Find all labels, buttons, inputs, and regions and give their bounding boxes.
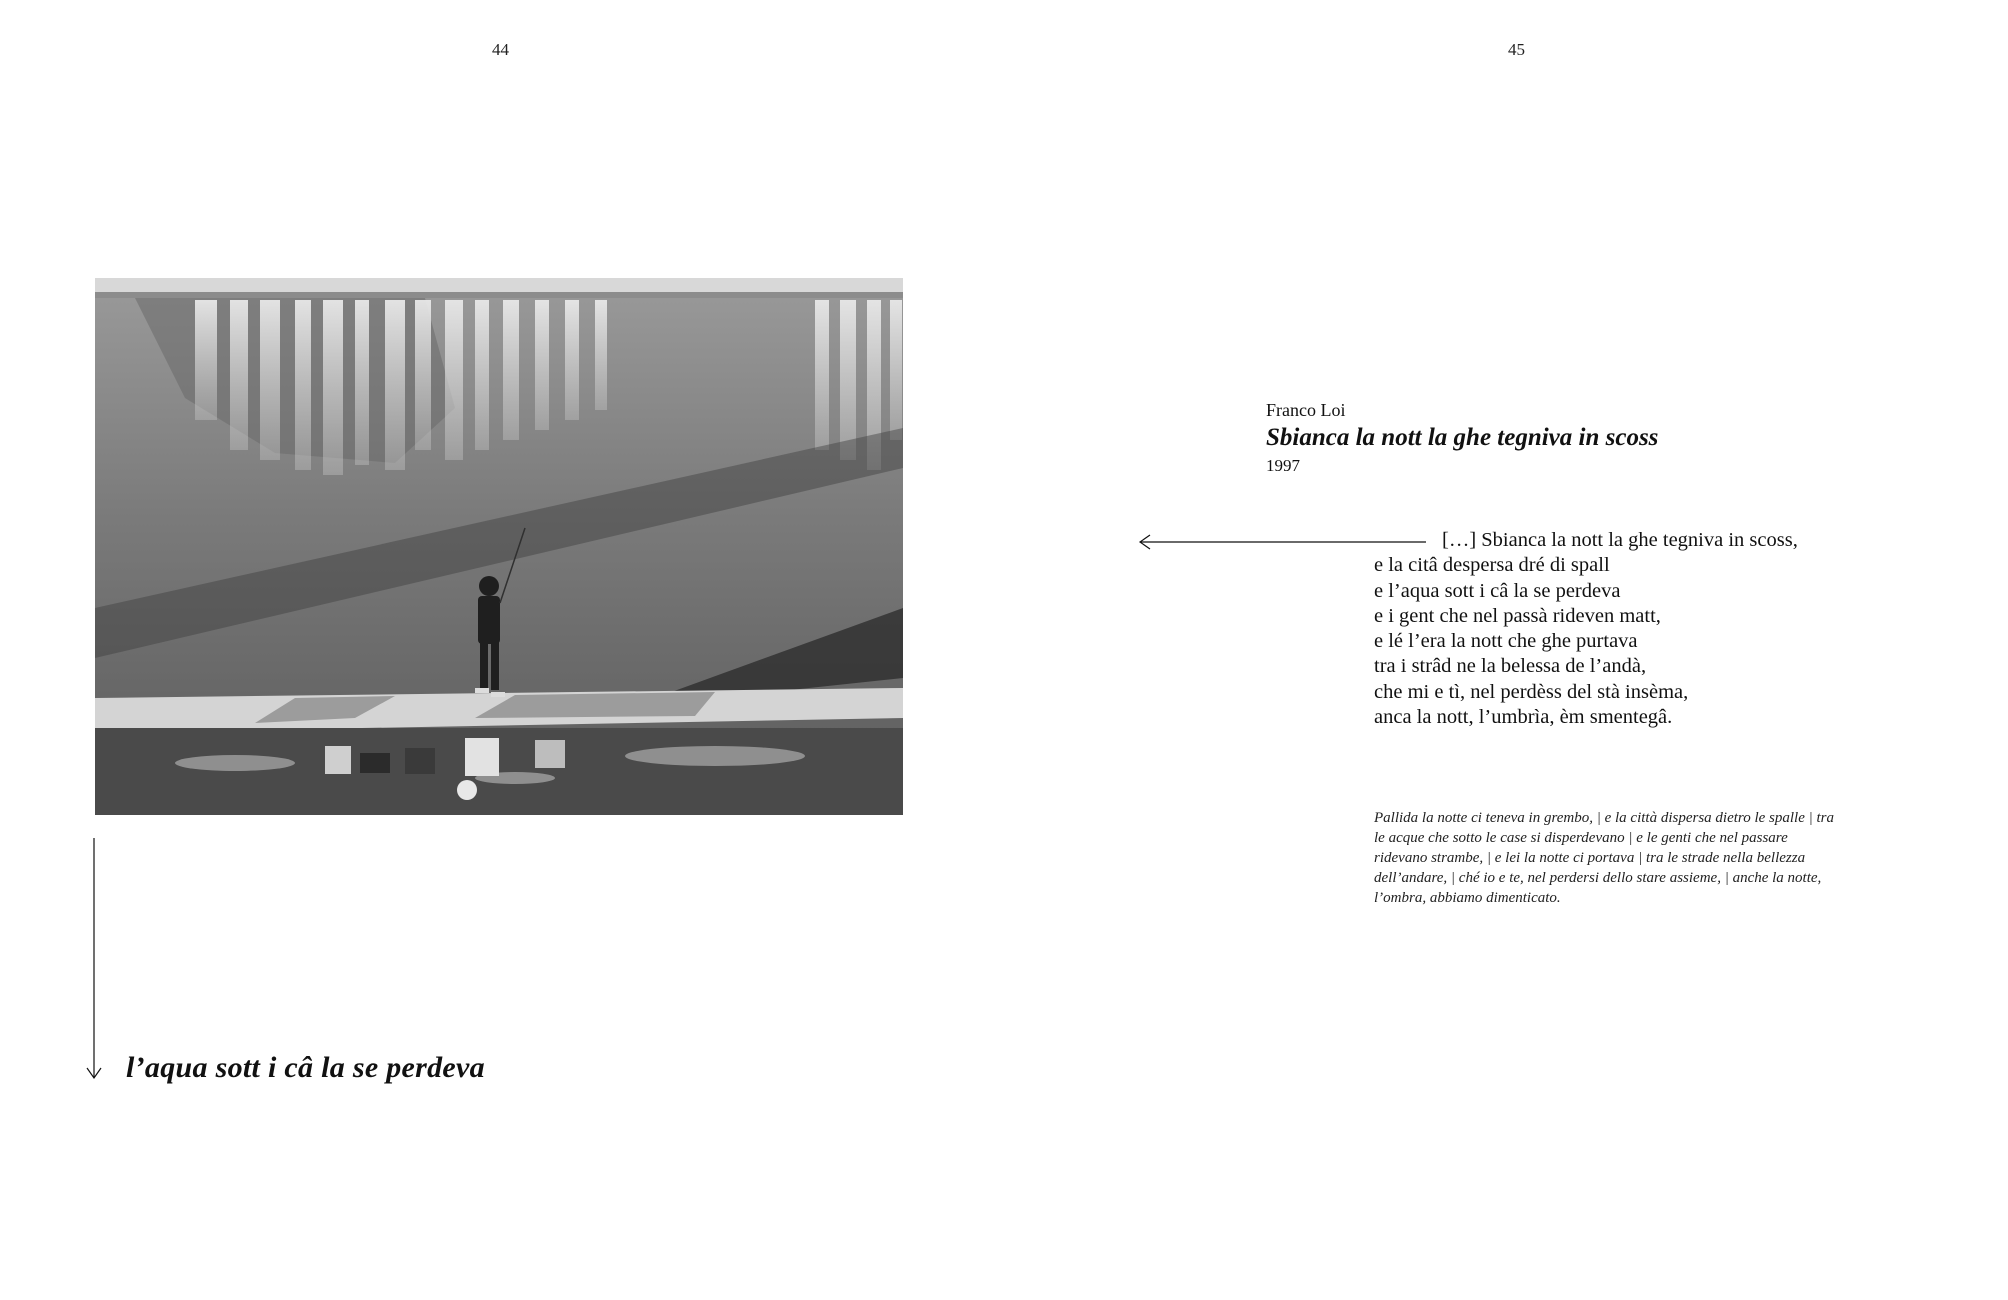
photo-image bbox=[95, 278, 903, 815]
poem-translation: Pallida la notte ci teneva in grembo, | e la città dispersa dietro le spalle | tra le acque che sotto le case si disperdevano | e le genti che nel passare ridevano strambe, | e lei la notte ci portava | tra le strade nella bellezza dell’andare, | ché io e te, nel perdersi dello stare assieme, | anche la notte, l’ombra, abbiamo dimenticato. bbox=[1374, 810, 1834, 906]
poem-line: tra i strâd ne la belessa de l’andà, bbox=[1374, 655, 1647, 678]
page-number-right: 45 bbox=[1508, 40, 1525, 59]
down-arrow-icon bbox=[82, 838, 110, 1083]
poem-line: e la citâ despersa dré di spall bbox=[1374, 554, 1610, 577]
poem-line: anca la nott, l’umbrìa, èm smentegâ. bbox=[1374, 706, 1673, 729]
poem-year: 1997 bbox=[1266, 456, 1300, 475]
poem-line: che mi e tì, nel perdèss del stà insèma, bbox=[1374, 680, 1689, 703]
poem-author: Franco Loi bbox=[1266, 400, 1346, 420]
photo-fisherman-canal bbox=[95, 278, 903, 815]
poem-line: e lé l’era la nott che ghe purtava bbox=[1374, 630, 1638, 653]
right-page bbox=[1004, 0, 2008, 1300]
pull-quote: l’aqua sott i câ la se perdeva bbox=[126, 1051, 485, 1084]
page-number-left: 44 bbox=[492, 40, 509, 59]
poem-line: […] Sbianca la nott la ghe tegniva in scoss, bbox=[1442, 529, 1798, 551]
poem-line: e i gent che nel passà rideven matt, bbox=[1374, 604, 1661, 627]
poem-text bbox=[1374, 528, 1798, 730]
poem-title: Sbianca la nott la ghe tegniva in scoss bbox=[1266, 424, 1659, 451]
poem-line: e l’aqua sott i câ la se perdeva bbox=[1374, 579, 1621, 602]
